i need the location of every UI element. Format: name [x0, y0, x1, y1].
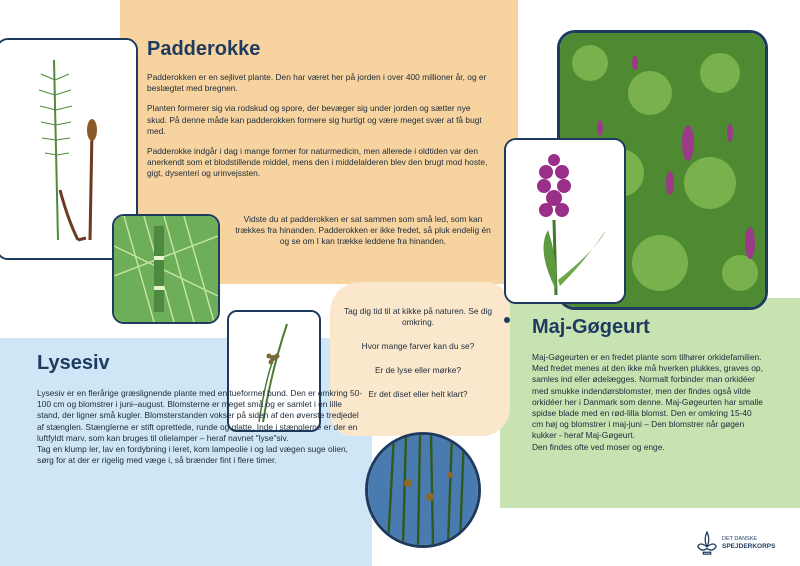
question-item: Er de lyse eller mørke? [374, 365, 462, 375]
padderokke-text [147, 72, 492, 189]
majgogeurt-paragraph: Maj-Gøgeurten er en fredet plante som tilhører orkidefamilien. Med fredet menes at den ikke må hverken plukkes, graves op, samles ind eller ødelægges. Normalt forbinder man orkidéer med smukke indendørsblomster, men der findes også vilde orkidéer her i Danmark som denne. Maj-Gøgeurten har smalle spidse blade med en rød-lilla blomst. Den er omkring 15-40 cm høj og blomstrer i maj-juni – Den blomstrer når gøgen kukker - heraf Maj-Gøgeurt. [532, 352, 763, 441]
lysesiv-paragraph: Lysesiv er en flerårige græslignende plante med en tueformet bund. Den er omkring 50-100 cm og blomstrer i juni–august. Blomsterne er meget små og er samlet i en lille stand, der ligner små kugler. Blomsterstanden vokser på siden af den øverste tredjedel af stænglen. Stænglerne er stift oprettede, runde og glatte. Inde i stænglerne er der en luftfyldt marv, som kan bruges til olielamper – heraf navnet "lyse"siv. [37, 388, 363, 443]
question-item: Er det diset eller helt klart? [368, 389, 468, 399]
lysesiv-title: Lysesiv [37, 352, 110, 374]
logo-line-1: DET DANSKE [722, 536, 758, 542]
majgogeurt-title: Maj-Gøgeurt [532, 316, 650, 338]
logo-line-2: SPEJDERKORPS [722, 543, 776, 550]
padderokke-title: Padderokke [147, 38, 261, 60]
fleur-de-lis-icon [696, 530, 718, 558]
reflection-questions [340, 306, 496, 413]
majgogeurt-paragraph: Den findes ofte ved moser og enge. [532, 441, 665, 452]
horsetail-closeup-photo [112, 214, 220, 324]
orchid-illustration [504, 138, 626, 304]
lysesiv-paragraph: Tag en klump ler, lav en fordybning i leret, kom lampeolie i og lad vægen suge olien, sørg for at der er rigelig med væge i, så brænder fint i flere timer. [37, 444, 348, 466]
majgogeurt-text [532, 352, 764, 453]
padderokke-paragraph: Planten formerer sig via rodskud og spore, der bevæger sig under jorden og sætter nye skud. På denne måde kan padderokken formere sig hurtigt og være meget svær at få bugt med. [147, 103, 482, 136]
lysesiv-text [37, 388, 363, 466]
padderokke-paragraph: Padderokken er en sejlivet plante. Den har været her på jorden i over 400 millioner år, og er beslægtet med bregnen. [147, 72, 487, 94]
question-item: Tag dig tid til at kikke på naturen. Se dig omkring. [343, 306, 493, 327]
question-item: Hvor mange farver kan du se? [361, 341, 475, 351]
soft-rush-photo [365, 432, 481, 548]
padderokke-paragraph: Padderokke indgår i dag i mange former for naturmedicin, men allerede i oldtiden var den anerkendt som et blodstillende middel, mens den i middelalderen blev den brugt mod hoste, gigt, dysenteri og urinvejssten. [147, 146, 488, 179]
padderokke-fact: Vidste du at padderokken er sat sammen som små led, som kan trækkes fra hinanden. Padderokken er ikke fredet, så pluk endelig én og se om I kan trække leddene fra hinanden. [235, 214, 491, 247]
scout-logo [696, 528, 796, 562]
decorative-dot [504, 317, 510, 323]
